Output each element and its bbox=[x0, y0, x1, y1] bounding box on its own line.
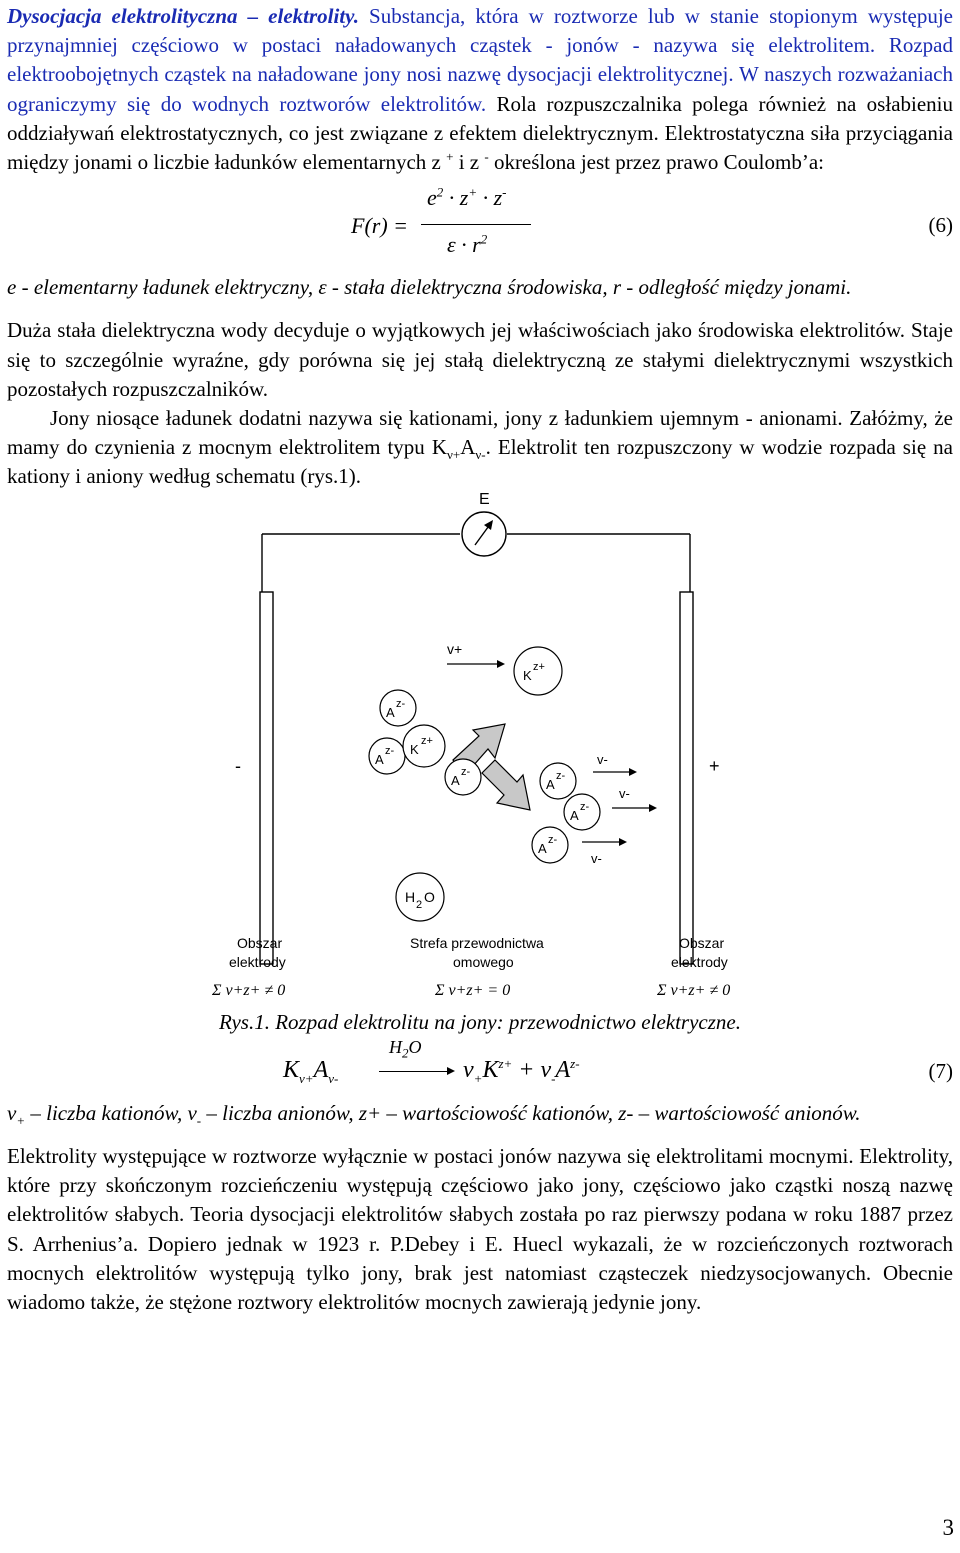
formula7-lhs: $K_{\nu+}A_{\nu-}$ bbox=[283, 1056, 339, 1086]
figure-caption: Rys.1. Rozpad elektrolitu na jony: przewodnictwo elektryczne. bbox=[219, 1009, 741, 1034]
electrolysis-diagram bbox=[7, 492, 953, 1002]
formula7-rhs: $\nu_+K^{z+} + \nu_-A^{z-}$ bbox=[463, 1055, 580, 1086]
reaction-arrow-head bbox=[447, 1067, 455, 1075]
sum-right: Σ v+z+ ≠ 0 bbox=[657, 981, 731, 999]
svg-text:A: A bbox=[570, 807, 579, 823]
svg-text:z+: z+ bbox=[421, 734, 433, 747]
v-minus-label-3: v- bbox=[591, 850, 602, 866]
v-minus-label-1: v- bbox=[597, 751, 608, 767]
svg-text:A: A bbox=[386, 704, 395, 720]
svg-text:K: K bbox=[410, 741, 419, 757]
intro-paragraph bbox=[7, 2, 953, 177]
left-region-label-2: elektrody bbox=[229, 953, 286, 970]
sum-center: Σ v+z+ = 0 bbox=[435, 981, 511, 999]
formula-denominator: $\varepsilon \cdot r^2$ bbox=[447, 231, 488, 258]
svg-text:z-: z- bbox=[396, 697, 406, 710]
equation-number-6: (6) bbox=[928, 213, 953, 238]
reaction-arrow bbox=[379, 1071, 451, 1072]
svg-text:z-: z- bbox=[556, 769, 566, 782]
sum-left: Σ v+z+ ≠ 0 bbox=[212, 981, 286, 999]
svg-text:O: O bbox=[424, 888, 435, 905]
intro-end: określona jest przez prawo Coulomb’a: bbox=[488, 150, 825, 175]
paragraph-ions: Jony niosące ładunek dodatni nazywa się kationami, jony z ładunkiem ujemnym - anionami. Załóżmy, że mamy do czynienia z mocnym elektrolitem typu $K_{\nu+}A_{\nu-}$. Elektrolit ten rozpuszczony w wodzie rozpada się na kationy i aniony według schematu (rys.1). bbox=[7, 406, 953, 489]
electrode-right bbox=[680, 592, 693, 964]
intro-mid: i z bbox=[453, 150, 485, 175]
center-region-label-2: omowego bbox=[453, 953, 514, 970]
intro-text-blue: Substancja, która w roztworze lub w stanie stopionym występuje przynajmniej częściowo w postaci naładowanych cząstek - jonów - nazywa się elektrolitem. Rozpad elektroobojętnych cząstek na naładowane jony nosi nazwę dysocjacji elektrolitycznej. W naszych rozważaniach ograniczymy się do wodnych roztworów elektrolitów. bbox=[7, 4, 953, 116]
superscript-minus: - bbox=[484, 149, 489, 165]
figure-electrolysis bbox=[7, 492, 953, 1002]
source-circle bbox=[462, 512, 506, 556]
svg-text:A: A bbox=[538, 840, 547, 856]
page-number: 3 bbox=[942, 1515, 954, 1540]
superscript-plus: + bbox=[446, 149, 454, 165]
minus-label: - bbox=[235, 755, 241, 776]
center-region-label-1: Strefa przewodnictwa bbox=[410, 934, 544, 951]
svg-text:A: A bbox=[375, 751, 384, 767]
svg-text:2: 2 bbox=[416, 898, 423, 911]
svg-text:H: H bbox=[405, 888, 416, 905]
intro-text: Rola rozpuszczalnika polega również na osłabieniu oddziaływań elektrostatycznych, co jest związane z efektem dielektrycznym. Elektrostatyczna siła przyciągania między jonami o liczbie ładunków elementarnych z bbox=[7, 91, 954, 175]
big-arrow-down bbox=[482, 760, 530, 810]
svg-text:z-: z- bbox=[580, 800, 590, 813]
coulomb-formula bbox=[7, 177, 953, 273]
right-region-label-2: elektrody bbox=[671, 953, 728, 970]
plus-label: + bbox=[709, 755, 720, 776]
formula-numerator: $e^2 \cdot z^+ \cdot z^-$ bbox=[427, 184, 507, 211]
formula-lhs: F(r) = bbox=[351, 213, 408, 239]
document-page bbox=[7, 0, 953, 1317]
svg-text:z+: z+ bbox=[533, 660, 545, 673]
svg-text:K: K bbox=[523, 667, 532, 683]
formula6-legend: e - elementarny ładunek elektryczny, ε - stała dielektryczna środowiska, r - odległość między jonami. bbox=[7, 275, 852, 300]
right-region-label-1: Obszar bbox=[679, 934, 725, 951]
svg-text:A: A bbox=[546, 776, 555, 792]
dissociation-formula bbox=[7, 1037, 953, 1099]
v-plus-label: v+ bbox=[447, 640, 463, 657]
formula7-legend: $\nu_+$ – liczba kationów, $\nu_-$ – liczba anionów, z+ – wartościowość kationów, z- – wartościowość anionów. bbox=[7, 1100, 861, 1129]
formula7-above: $H_2O$ bbox=[389, 1036, 422, 1061]
paragraph-dielectric: Duża stała dielektryczna wody decyduje o wyjątkowych jej właściwościach jako środowiska elektrolitów. Staje się to szczególnie wyraźne, gdy porówna się jej stałą dielektryczną ze stałymi dielektrycznymi wszystkich pozostałych rozpuszczalników. bbox=[7, 318, 953, 401]
svg-text:z-: z- bbox=[461, 765, 471, 778]
section-title: Dysocjacja elektrolityczna – elektrolity. bbox=[7, 4, 359, 28]
fraction-bar bbox=[421, 224, 531, 225]
paragraph-strong-weak: Elektrolity występujące w roztworze wyłącznie w postaci jonów nazywa się elektrolitami mocnymi. Elektrolity, które przy skończonym rozcieńczeniu występują częściowo jako jony, częściowo jako cząstki noszą nazwę elektrolitów słabych. Teoria dysocjacji elektrolitów słabych została po raz pierwszy podana w roku 1887 przez S. Arrhenius’a. Dopiero jednak w 1923 r. P.Debey i E. Huecl wykazali, że w rozcieńczonych roztworach mocnych elektrolitów występują tylko jony, brak jest natomiast cząsteczek niedzysocjowanych. Obecnie wiadomo także, że stężone roztwory elektrolitów mocnych zawierają jedynie jony. bbox=[7, 1144, 953, 1315]
svg-text:z-: z- bbox=[385, 744, 395, 757]
svg-text:z-: z- bbox=[548, 833, 558, 846]
left-region-label-1: Obszar bbox=[237, 934, 283, 951]
source-label: E bbox=[479, 491, 490, 508]
water-molecule bbox=[396, 873, 444, 921]
equation-number-7: (7) bbox=[928, 1058, 953, 1083]
v-minus-label-2: v- bbox=[619, 785, 630, 801]
electrode-left bbox=[260, 592, 273, 964]
svg-text:A: A bbox=[451, 772, 460, 788]
